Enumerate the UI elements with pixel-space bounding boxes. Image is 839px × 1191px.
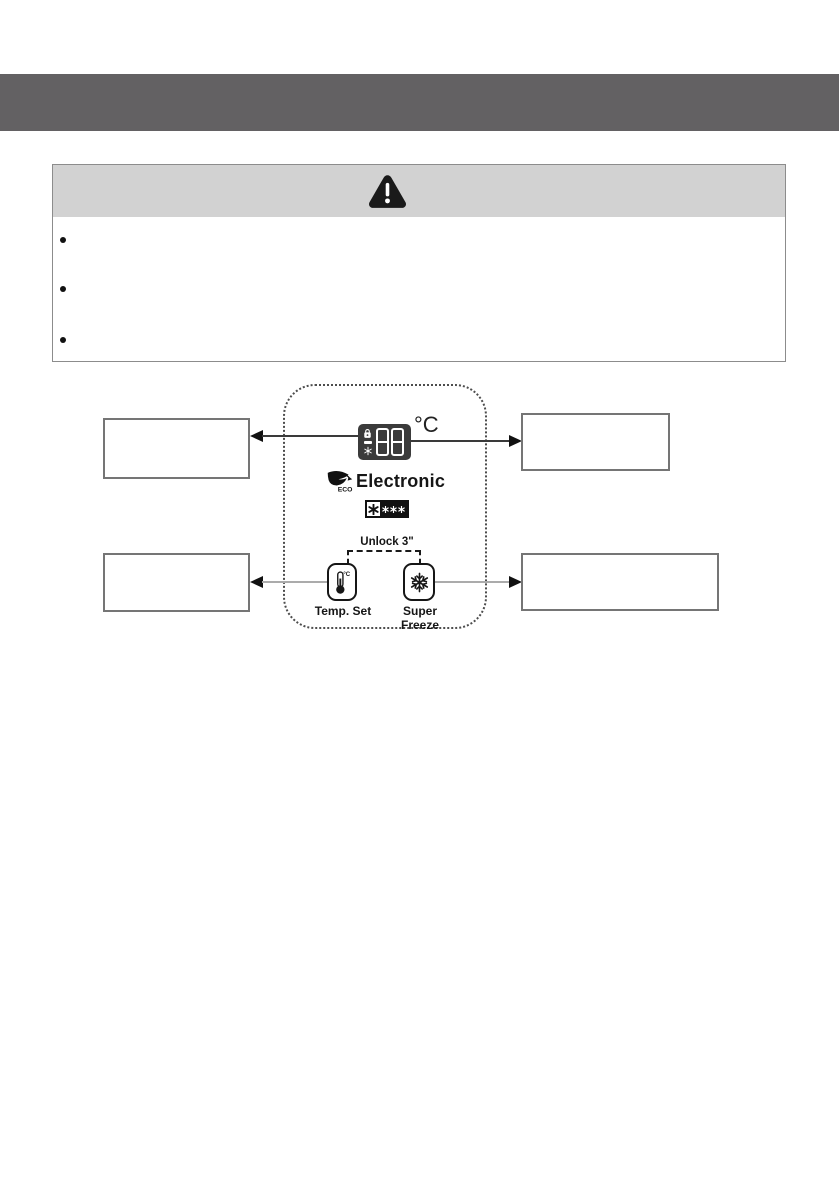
star-icon xyxy=(390,506,397,513)
connector-line xyxy=(262,435,358,437)
seven-segment-digit xyxy=(376,428,389,456)
unlock-label: Unlock 3" xyxy=(360,536,414,548)
bullet-icon xyxy=(60,237,66,243)
warning-bullet-text xyxy=(75,331,765,349)
display-indicator-column xyxy=(362,428,373,456)
temp-set-button xyxy=(327,563,357,601)
connector-line xyxy=(435,581,509,583)
connector-line xyxy=(262,581,327,583)
seven-segment-digit xyxy=(391,428,404,456)
unlock-bracket-line xyxy=(347,550,421,552)
brand-logo xyxy=(325,469,445,493)
connector-line xyxy=(411,440,509,442)
callout-box-bottom-left xyxy=(103,553,250,612)
star-rating-box xyxy=(365,500,409,518)
star-icon xyxy=(382,506,389,513)
unlock-bracket-line xyxy=(347,550,349,564)
eco-leaf-icon xyxy=(325,469,354,493)
bullet-icon xyxy=(60,286,66,292)
star-rating-small-cell xyxy=(380,502,407,516)
super-freeze-label: Super Freeze xyxy=(400,604,440,632)
star-icon xyxy=(368,504,379,515)
thermometer-icon xyxy=(333,567,352,597)
temperature-display xyxy=(358,424,411,460)
section-header-band xyxy=(0,74,839,131)
callout-box-top-right xyxy=(521,413,670,471)
callout-box-top-left xyxy=(103,418,250,479)
display-unit-label: °C xyxy=(414,412,439,437)
lock-icon xyxy=(363,428,372,439)
eco-label: ECO xyxy=(337,486,353,493)
brand-name: Electronic xyxy=(356,470,446,491)
warning-box xyxy=(52,164,786,362)
temp-set-label: Temp. Set xyxy=(314,604,372,618)
unlock-bracket-line xyxy=(419,550,421,564)
super-freeze-button xyxy=(403,563,435,601)
snowflake-icon xyxy=(408,571,431,594)
warning-box-header xyxy=(53,165,785,217)
bullet-icon xyxy=(60,337,66,343)
thermometer-unit-label: °C xyxy=(342,571,350,578)
star-icon xyxy=(398,506,405,513)
snowflake-icon xyxy=(363,446,373,456)
warning-triangle-icon xyxy=(367,173,408,209)
warning-bullet-text xyxy=(75,280,765,298)
warning-bullet-text xyxy=(75,231,765,249)
star-rating-large-cell xyxy=(367,502,380,516)
temperature-display-digits xyxy=(376,428,404,456)
minus-segment xyxy=(364,441,372,444)
callout-box-bottom-right xyxy=(521,553,719,611)
